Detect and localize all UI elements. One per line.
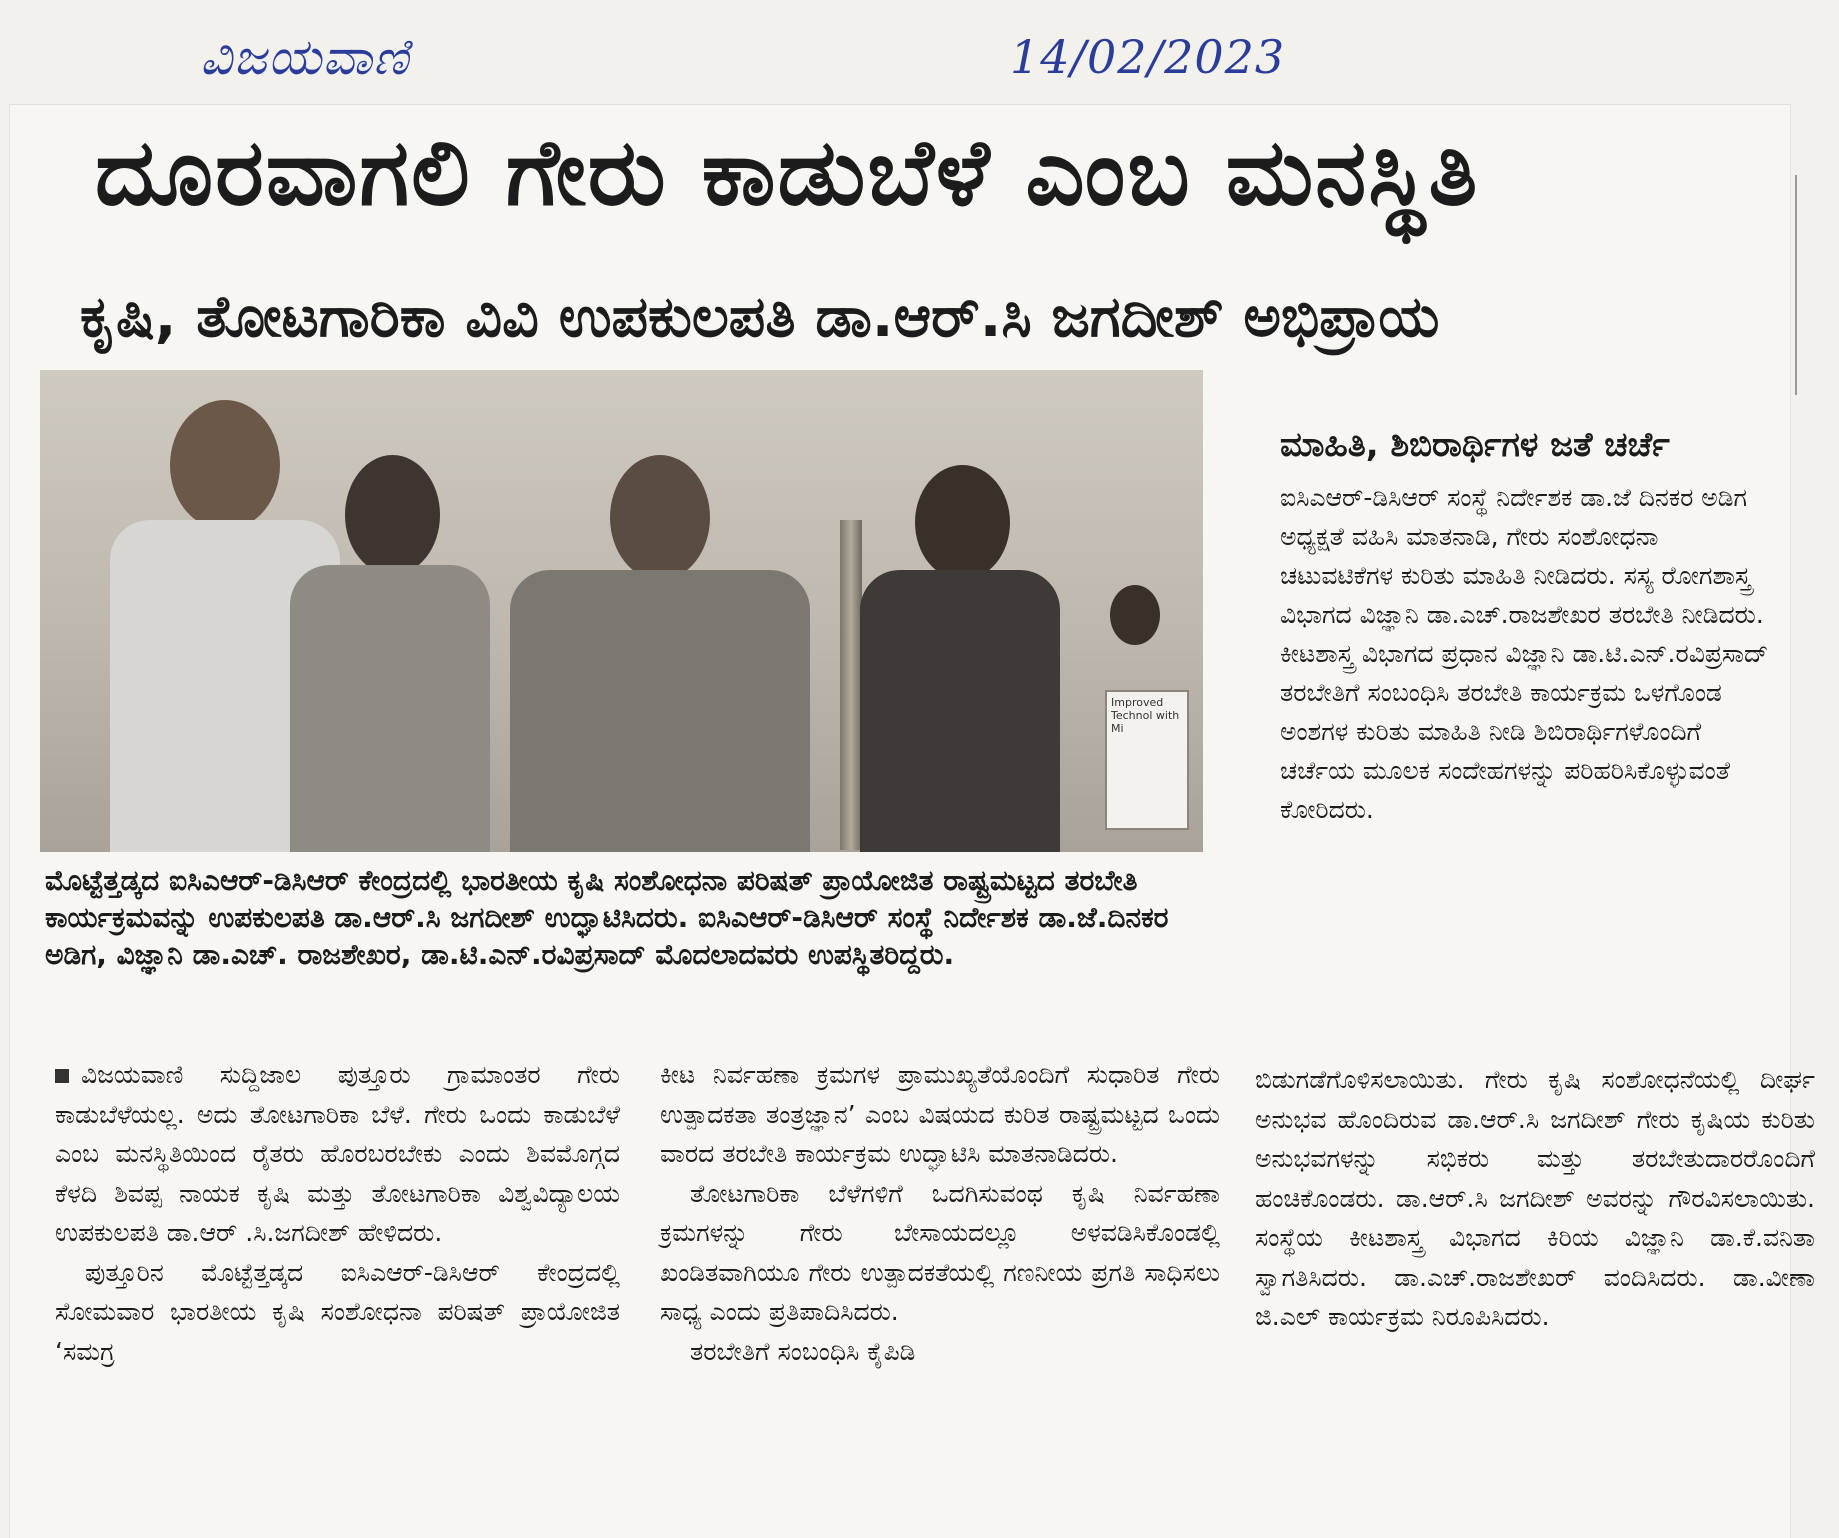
event-banner: Improved Technol with Mi — [1105, 690, 1189, 830]
column-2-paragraph-3: ತರಬೇತಿಗೆ ಸಂಬಂಧಿಸಿ ಕೈಪಿಡಿ — [690, 1336, 916, 1366]
column-3-paragraph-1: ಬಿಡುಗಡೆಗೊಳಿಸಲಾಯಿತು. ಗೇರು ಕೃಷಿ ಸಂಶೋಧನೆಯಲ್ಲಿ ದೀರ್ಘ ಅನುಭವ ಹೊಂದಿರುವ ಡಾ.ಆರ್.ಸಿ ಜಗದೀಶ್ ಗೇರು ಕೃಷಿಯ ಕುರಿತು ಅನುಭವಗಳನ್ನು ಸಭಿಕರು ಮತ್ತು ತರಬೇತುದಾರರೊಂದಿಗೆ ಹಂಚಿಕೊಂಡರು. ಡಾ.ಆರ್.ಸಿ ಜಗದೀಶ್ ಅವರನ್ನು ಗೌರವಿಸಲಾಯಿತು. ಸಂಸ್ಥೆಯ ಕೀಟಶಾಸ್ತ್ರ ವಿಭಾಗದ ಕಿರಿಯ ವಿಜ್ಞಾನಿ ಡಾ.ಕೆ.ವನಿತಾ ಸ್ವಾಗತಿಸಿದರು. ಡಾ.ಎಚ್.ರಾಜಶೇಖರ್ ವಂದಿಸಿದರು. ಡಾ.ವೀಣಾ ಜಿ.ಎಲ್ ಕಾರ್ಯಕ್ರಮ ನಿರೂಪಿಸಿದರು. — [1255, 1065, 1815, 1331]
column-2-paragraph-2: ತೋಟಗಾರಿಕಾ ಬೆಳೆಗಳಿಗೆ ಒದಗಿಸುವಂಥ ಕೃಷಿ ನಿರ್ವಹಣಾ ಕ್ರಮಗಳನ್ನು ಗೇರು ಬೇಸಾಯದಲ್ಲೂ ಅಳವಡಿಸಿಕೊಂಡಲ್ಲಿ ಖಂಡಿತವಾಗಿಯೂ ಗೇರು ಉತ್ಪಾದಕತೆಯಲ್ಲಿ ಗಣನೀಯ ಪ್ರಗತಿ ಸಾಧಿಸಲು ಸಾಧ್ಯ ಎಂದು ಪ್ರತಿಪಾದಿಸಿದರು. — [660, 1178, 1220, 1326]
person-second — [290, 455, 490, 852]
column-2-paragraph-1: ಕೀಟ ನಿರ್ವಹಣಾ ಕ್ರಮಗಳ ಪ್ರಾಮುಖ್ಯತೆಯೊಂದಿಗೆ ಸುಧಾರಿತ ಗೇರು ಉತ್ಪಾದಕತಾ ತಂತ್ರಜ್ಞಾನ’ ಎಂಬ ವಿಷಯದ ಕುರಿತ ರಾಷ್ಟ್ರಮಟ್ಟದ ಒಂದು ವಾರದ ತರಬೇತಿ ಕಾರ್ಯಕ್ರಮ ಉದ್ಘಾಟಿಸಿ ಮಾತನಾಡಿದರು. — [660, 1060, 1220, 1168]
bullet-square-icon — [55, 1069, 69, 1083]
news-photo — [40, 370, 1203, 852]
person-right — [860, 465, 1060, 852]
article-subheadline: ಕೃಷಿ, ತೋಟಗಾರಿಕಾ ವಿವಿ ಉಪಕುಲಪತಿ ಡಾ.ಆರ್.ಸಿ ಜಗದೀಶ್ ಅಭಿಪ್ರಾಯ — [80, 284, 1440, 350]
sidebar-heading: ಮಾಹಿತಿ, ಶಿಬಿರಾರ್ಥಿಗಳ ಜತೆ ಚರ್ಚೆ — [1280, 425, 1670, 465]
article-column-1 — [55, 1055, 620, 1371]
article-headline: ದೂರವಾಗಲಿ ಗೇರು ಕಾಡುಬೆಳೆ ಎಂಬ ಮನಸ್ಥಿತಿ — [95, 119, 1480, 226]
article-column-2 — [660, 1055, 1220, 1371]
handwritten-date: 14/02/2023 — [1010, 30, 1286, 84]
adjacent-article-edge — [1795, 175, 1807, 395]
column-1-paragraph-2: ಪುತ್ತೂರಿನ ಮೊಟ್ಟೆತ್ತಡ್ಕದ ಐಸಿಎಆರ್-ಡಿಸಿಆರ್ ಕೇಂದ್ರದಲ್ಲಿ ಸೋಮವಾರ ಭಾರತೀಯ ಕೃಷಿ ಸಂಶೋಧನಾ ಪರಿಷತ್ ಪ್ರಾಯೋಜಿತ ‘ಸಮಗ್ರ — [55, 1257, 620, 1366]
article-column-3 — [1255, 1060, 1815, 1337]
person-far-right — [1100, 585, 1170, 685]
person-center-lighting-lamp — [510, 455, 810, 852]
sidebar-body — [1280, 478, 1770, 829]
column-1-paragraph-1-text: ವಿಜಯವಾಣಿ ಸುದ್ದಿಜಾಲ ಪುತ್ತೂರು ಗ್ರಾಮಾಂತರ ಗೇರು ಕಾಡುಬೆಳೆಯಲ್ಲ. ಅದು ತೋಟಗಾರಿಕಾ ಬೆಳೆ. ಗೇರು ಒಂದು ಕಾಡುಬೆಳೆ ಎಂಬ ಮನಸ್ಥಿತಿಯಿಂದ ರೈತರು ಹೊರಬರಬೇಕು ಎಂದು ಶಿವಮೊಗ್ಗದ ಕೆಳದಿ ಶಿವಪ್ಪ ನಾಯಕ ಕೃಷಿ ಮತ್ತು ತೋಟಗಾರಿಕಾ ವಿಶ್ವವಿದ್ಯಾಲಯ ಉಪಕುಲಪತಿ ಡಾ.ಆರ್ .ಸಿ.ಜಗದೀಶ್ ಹೇಳಿದರು. — [55, 1060, 620, 1247]
oil-lamp — [840, 520, 862, 850]
photo-caption: ಮೊಟ್ಟೆತ್ತಡ್ಕದ ಐಸಿಎಆರ್-ಡಿಸಿಆರ್ ಕೇಂದ್ರದಲ್ಲಿ ಭಾರತೀಯ ಕೃಷಿ ಸಂಶೋಧನಾ ಪರಿಷತ್ ಪ್ರಾಯೋಜಿತ ರಾಷ್ಟ್ರಮಟ್ಟದ ತರಬೇತಿ ಕಾರ್ಯಕ್ರಮವನ್ನು ಉಪಕುಲಪತಿ ಡಾ.ಆರ್.ಸಿ ಜಗದೀಶ್ ಉದ್ಘಾಟಿಸಿದರು. ಐಸಿಎಆರ್-ಡಿಸಿಆರ್ ಸಂಸ್ಥೆ ನಿರ್ದೇಶಕ ಡಾ.ಜೆ.ದಿನಕರ ಅಡಿಗ, ವಿಜ್ಞಾನಿ ಡಾ.ಎಚ್. ರಾಜಶೇಖರ, ಡಾ.ಟಿ.ಎನ್.ರವಿಪ್ರಸಾದ್ ಮೊದಲಾದವರು ಉಪಸ್ಥಿತರಿದ್ದರು. — [45, 864, 1169, 971]
handwritten-masthead: ವಿಜಯವಾಣಿ — [200, 28, 410, 86]
sidebar-paragraph: ಐಸಿಎಆರ್-ಡಿಸಿಆರ್ ಸಂಸ್ಥೆ ನಿರ್ದೇಶಕ ಡಾ.ಜೆ ದಿನಕರ ಅಡಿಗ ಅಧ್ಯಕ್ಷತೆ ವಹಿಸಿ ಮಾತನಾಡಿ, ಗೇರು ಸಂಶೋಧನಾ ಚಟುವಟಿಕೆಗಳ ಕುರಿತು ಮಾಹಿತಿ ನೀಡಿದರು. ಸಸ್ಯ ರೋಗಶಾಸ್ತ್ರ ವಿಭಾಗದ ವಿಜ್ಞಾನಿ ಡಾ.ಎಚ್.ರಾಜಶೇಖರ ತರಬೇತಿ ನೀಡಿದರು. ಕೀಟಶಾಸ್ತ್ರ ವಿಭಾಗದ ಪ್ರಧಾನ ವಿಜ್ಞಾನಿ ಡಾ.ಟಿ.ಎನ್.ರವಿಪ್ರಸಾದ್ ತರಬೇತಿಗೆ ಸಂಬಂಧಿಸಿ ತರಬೇತಿ ಕಾರ್ಯಕ್ರಮ ಒಳಗೊಂಡ ಅಂಶಗಳ ಕುರಿತು ಮಾಹಿತಿ ನೀಡಿ ಶಿಬಿರಾರ್ಥಿಗಳೊಂದಿಗೆ ಚರ್ಚೆಯ ಮೂಲಕ ಸಂದೇಹಗಳನ್ನು ಪರಿಹರಿಸಿಕೊಳ್ಳುವಂತೆ ಕೋರಿದರು. — [1280, 483, 1769, 824]
column-1-paragraph-1 — [55, 1055, 620, 1253]
